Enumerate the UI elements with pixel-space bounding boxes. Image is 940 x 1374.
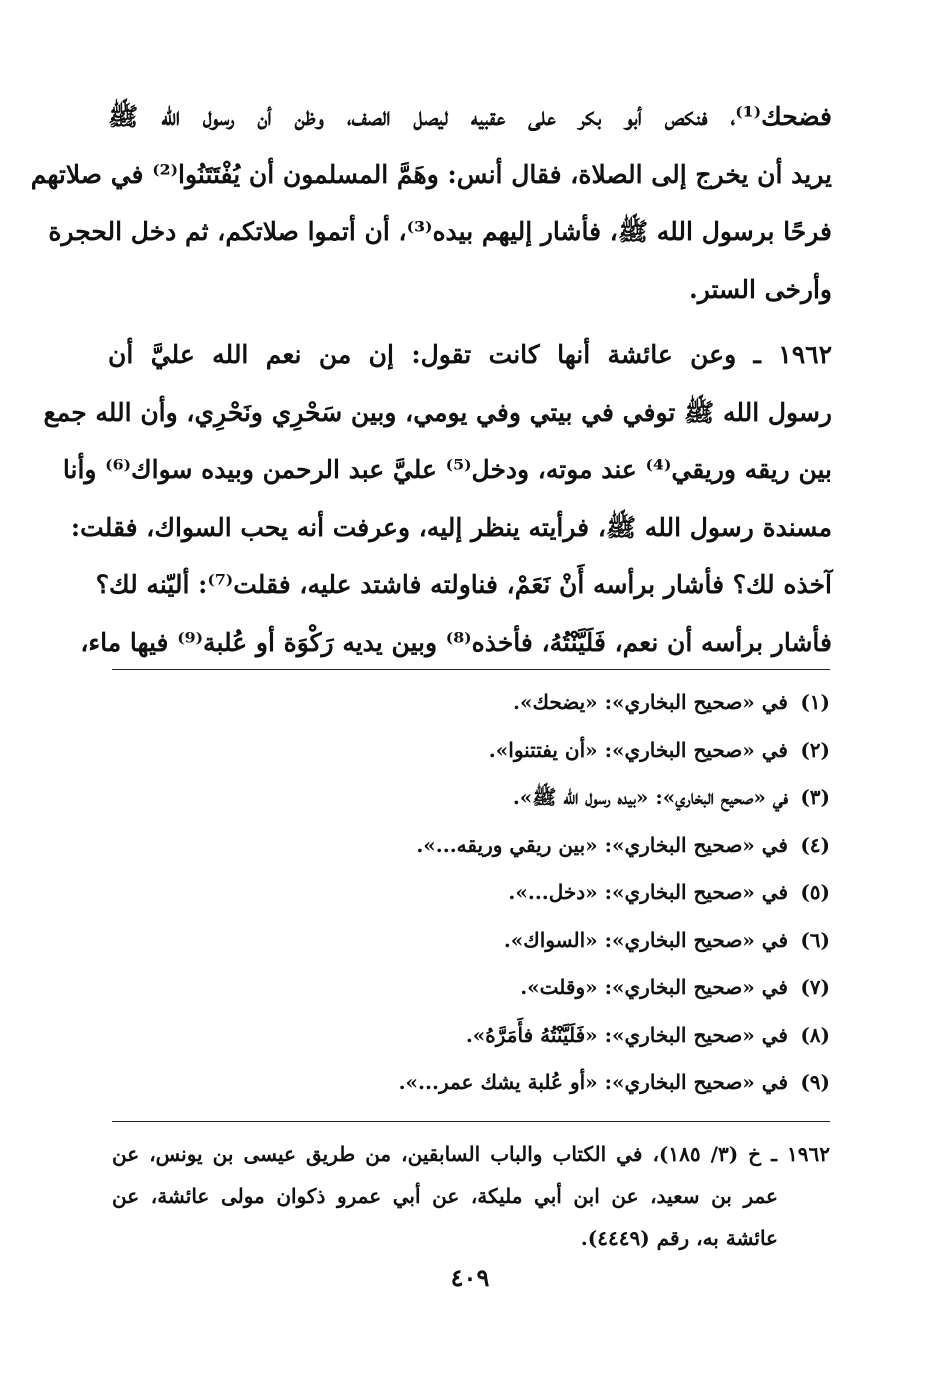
footnote-text: في «صحيح البخاري»: «فَلَيَّنْتُهُ فأَمَرَّهُ». bbox=[465, 1022, 788, 1047]
footnote-text: في «صحيح البخاري»: «أن يفتتنوا». bbox=[488, 737, 788, 762]
footnote-item bbox=[112, 827, 830, 875]
takhrij-line: عمر بن سعيد، عن ابن أبي مليكة، عن أبي عمرو ذكوان مولى عائشة، عن bbox=[112, 1184, 778, 1208]
footnote-item bbox=[112, 779, 830, 827]
footnote-text: في «صحيح البخاري»: «أو عُلبة يشك عمر...». bbox=[398, 1070, 788, 1094]
footnote-text: في «صحيح البخاري»: «بين ريقي وريقه...». bbox=[416, 832, 788, 857]
footnote-number: (٨) bbox=[800, 1022, 830, 1047]
footnote-divider bbox=[112, 669, 830, 670]
takhrij-line: ١٩٦٢ ـ خ (٣/ ١٨٥)، في الكتاب والباب السابقين، من طريق عيسى بن يونس، عن bbox=[112, 1142, 830, 1166]
page-number: ٤٠٩ bbox=[450, 1263, 490, 1292]
footnote-item bbox=[112, 684, 830, 732]
takhrij-line: عائشة به، رقم (٤٤٤٩). bbox=[580, 1226, 778, 1250]
paragraph-continuation bbox=[30, 88, 832, 318]
text-line: فضحك⁽¹⁾، فنكص أبو بكر على عقبيه ليصل الصف، وظن أن رسول الله ﷺ bbox=[108, 102, 832, 131]
footnote-text: في «صحيح البخاري»: «وقلت». bbox=[520, 975, 788, 999]
takhrij-divider bbox=[112, 1121, 830, 1122]
footnote-item bbox=[112, 732, 830, 780]
footnote-number: (٥) bbox=[800, 880, 830, 904]
footnote-text: في «صحيح البخاري»: «يضحك». bbox=[513, 690, 788, 714]
footnote-text: في «صحيح البخاري»: «دخل...». bbox=[508, 880, 788, 904]
text-line: فأشار برأسه أن نعم، فَلَيَّنْتُهُ، فأخذه⁽⁸⁾ وبين يديه رَكْوَة أو عُلبة⁽⁹⁾ فيها ماء، bbox=[80, 627, 832, 657]
footnote-item bbox=[112, 1064, 830, 1112]
text-line: مسندة رسول الله ﷺ، فرأيته ينظر إليه، وعرفت أنه يحب السواك، فقلت: bbox=[70, 512, 832, 542]
footnote-number: (٧) bbox=[800, 975, 830, 999]
footnote-number: (٤) bbox=[800, 832, 830, 857]
text-line: فرحًا برسول الله ﷺ، فأشار إليهم بيده⁽³⁾، أن أتموا صلاتكم، ثم دخل الحجرة bbox=[48, 217, 832, 246]
text-line: يريد أن يخرج إلى الصلاة، فقال أنس: وهَمَّ المسلمون أن يُفْتَتَنُوا⁽²⁾ في صلاتهم bbox=[30, 159, 832, 189]
text-line: ١٩٦٢ ـ وعن عائشة أنها كانت تقول: إن من نعم الله عليَّ أن bbox=[108, 340, 832, 369]
footnote-number: (٩) bbox=[800, 1070, 830, 1094]
main-text bbox=[30, 88, 832, 671]
footnote-number: (٢) bbox=[800, 737, 830, 762]
footnote-number: (٣) bbox=[800, 785, 830, 809]
footnote-item bbox=[112, 1017, 830, 1065]
text-line: بين ريقه وريقي⁽⁴⁾ عند موته، ودخل⁽⁵⁾ عليَّ عبد الرحمن وبيده سواك⁽⁶⁾ وأنا bbox=[62, 455, 832, 484]
footnote-text: في «صحيح البخاري»: «السواك». bbox=[503, 927, 788, 952]
text-line: آخذه لك؟ فأشار برأسه أَنْ نَعَمْ، فناولته فاشتد عليه، فقلت⁽⁷⁾: أليّنه لك؟ bbox=[95, 570, 832, 599]
footnote-text: في «صحيح البخاري»: «بيده رسول الله ﷺ». bbox=[512, 785, 788, 809]
text-line: رسول الله ﷺ توفي في بيتي وفي يومي، وبين سَحْرِي ونَحْرِي، وأن الله جمع bbox=[43, 397, 832, 427]
footnote-item bbox=[112, 922, 830, 970]
footnote-item bbox=[112, 969, 830, 1017]
footnote-number: (٦) bbox=[800, 927, 830, 952]
footnote-number: (١) bbox=[800, 690, 830, 714]
hadith-1962 bbox=[43, 326, 832, 671]
footnotes-list bbox=[112, 684, 830, 1112]
footnote-item bbox=[112, 874, 830, 922]
takhrij-note bbox=[112, 1133, 830, 1259]
text-line: وأرخى الستر. bbox=[689, 274, 832, 304]
